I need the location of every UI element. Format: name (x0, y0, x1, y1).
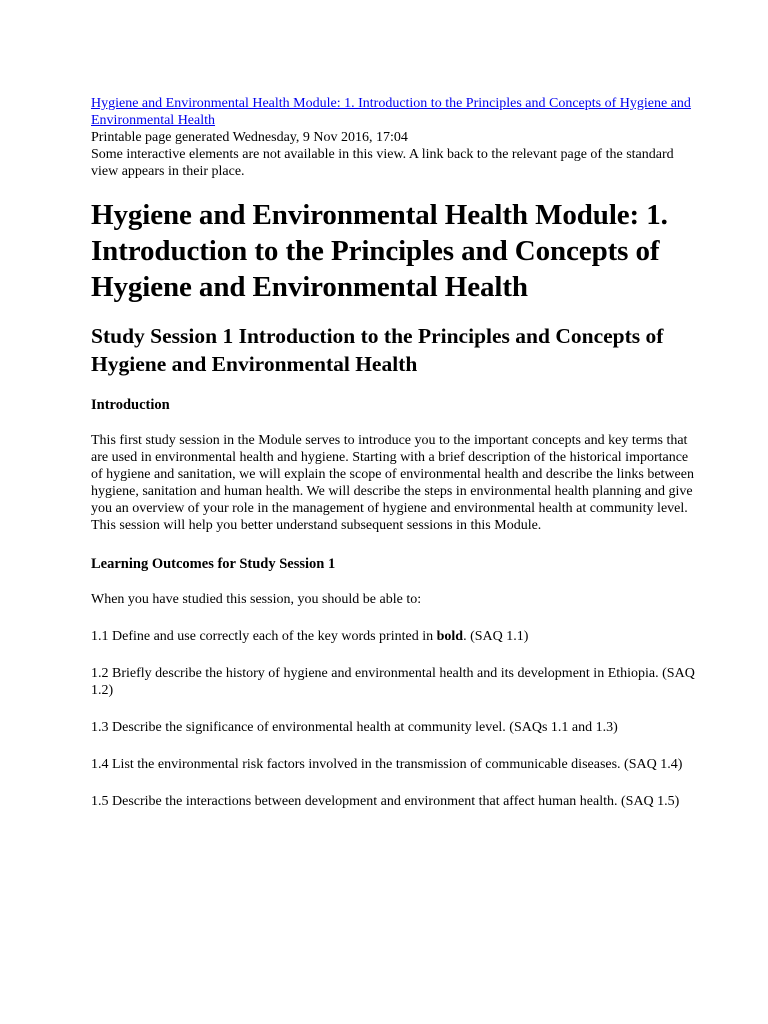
outcome-saq-ref: . (SAQ 1.1) (463, 629, 529, 644)
outcome-item-1-2: 1.2 Briefly describe the history of hygiene and environmental health and its development in Ethiopia. (SAQ 1.2) (91, 666, 695, 698)
learning-outcomes-heading: Learning Outcomes for Study Session 1 (91, 556, 336, 572)
module-back-link[interactable]: Hygiene and Environmental Health Module: 1. Introduction to the Principles and Concepts of Hygiene and Environmental Health (91, 96, 691, 128)
bold-keyword: bold (436, 629, 464, 644)
outcome-item-1-5: 1.5 Describe the interactions between development and environment that affect human health. (SAQ 1.5) (91, 794, 680, 809)
view-notice: Some interactive elements are not available in this view. A link back to the relevant page of the standard view appears in their place. (91, 147, 674, 179)
outcome-item-1-1 (91, 628, 698, 645)
introduction-paragraph: This first study session in the Module serves to introduce you to the important concepts and key terms that are used in environmental health and hygiene. Starting with a brief description of the historical importance of hygiene and sanitation, we will explain the scope of environmental health and describe the links between hygiene, sanitation and human health. We will describe the steps in environmental health planning and give you an overview of your role in the management of hygiene and environmental health at community level. This session will help you better understand subsequent sessions in this Module. (91, 433, 694, 533)
outcome-item-1-3: 1.3 Describe the significance of environmental health at community level. (SAQs 1.1 and 1.3) (91, 720, 618, 735)
learning-outcomes-lead: When you have studied this session, you should be able to: (91, 592, 422, 607)
introduction-heading: Introduction (91, 397, 170, 413)
session-heading: Study Session 1 Introduction to the Principles and Concepts of Hygiene and Environmental Health (91, 324, 664, 376)
outcome-item-1-4: 1.4 List the environmental risk factors involved in the transmission of communicable diseases. (SAQ 1.4) (91, 757, 683, 772)
generated-timestamp: Printable page generated Wednesday, 9 Nov 2016, 17:04 (91, 130, 408, 145)
page-title: Hygiene and Environmental Health Module: 1. Introduction to the Principles and Concepts of Hygiene and Environmental Health (91, 199, 668, 303)
outcome-text: 1.1 Define and use correctly each of the key words printed in (91, 629, 437, 644)
